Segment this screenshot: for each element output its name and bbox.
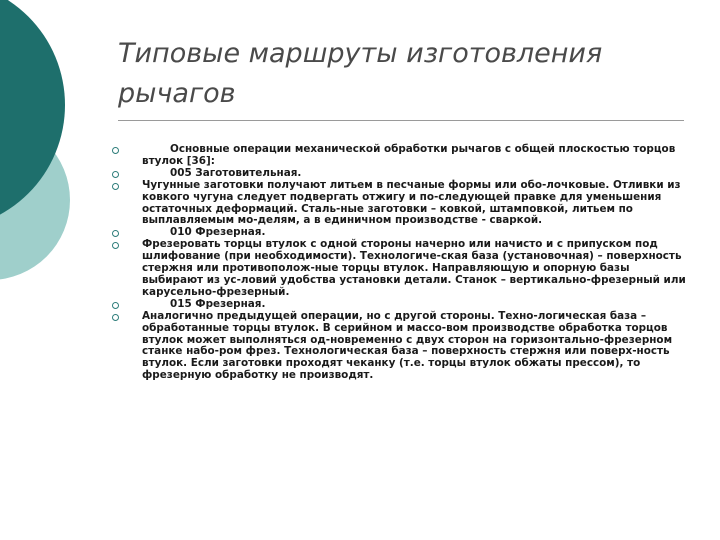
bullet-icon [112, 183, 119, 190]
item-text: 015 Фрезерная. [170, 297, 266, 310]
list-item [112, 311, 692, 382]
list-item [112, 299, 692, 311]
list-item [112, 180, 692, 228]
bullet-icon [112, 314, 119, 321]
item-text: Аналогично предыдущей операции, но с другой стороны. Техно-логическая база – обработанные торцы втулок. В серийном и массо-вом производстве обработка торцов втулок может выполняться од-новременно с двух сторон на горизонтально-фрезерном станке набо-ром фрез. Технологическая база – поверхность стержня или поверх-ность втулок. Если заготовки проходят чеканку (т.е. торцы втулок обжаты прессом), то фрезерную обработку не производят. [142, 309, 673, 382]
slide-title: Типовые маршруты изготовления рычагов [118, 38, 603, 109]
item-text: 010 Фрезерная. [170, 226, 266, 239]
decorative-circles [0, 0, 110, 300]
bullet-icon [112, 147, 119, 154]
title-divider [118, 120, 684, 121]
list-item [112, 168, 692, 180]
list-item [112, 239, 692, 299]
bullet-list [112, 144, 692, 382]
bullet-icon [112, 230, 119, 237]
bullet-icon [112, 171, 119, 178]
bullet-icon [112, 302, 119, 309]
item-text: 005 Заготовительная. [170, 166, 302, 179]
item-text: Основные операции механической обработки рычагов с общей плоскостью торцов втулок [36]: [142, 143, 676, 167]
list-item [112, 144, 692, 168]
item-text: Фрезеровать торцы втулок с одной стороны начерно или начисто и с припуском под шлифование (при необходимости). Технологиче-ская база (установочная) – поверхность стержня или противополож-ные торцы втулок. Направляющую и опорную базы выбирают из ус-ловий удобства установки детали. Станок – вертикально-фрезерный или карусельно-фрезерный. [142, 238, 686, 298]
bullet-icon [112, 242, 119, 249]
item-text: Чугунные заготовки получают литьем в песчаные формы или обо-лочковые. Отливки из ковкого чугуна следует подвергать отжигу и по-следующей правке для уменьшения остаточных деформаций. Сталь-ные заготовки – ковкой, штамповкой, литьем по выплавляемым мо-делям, а в единичном производстве - сваркой. [142, 178, 681, 227]
